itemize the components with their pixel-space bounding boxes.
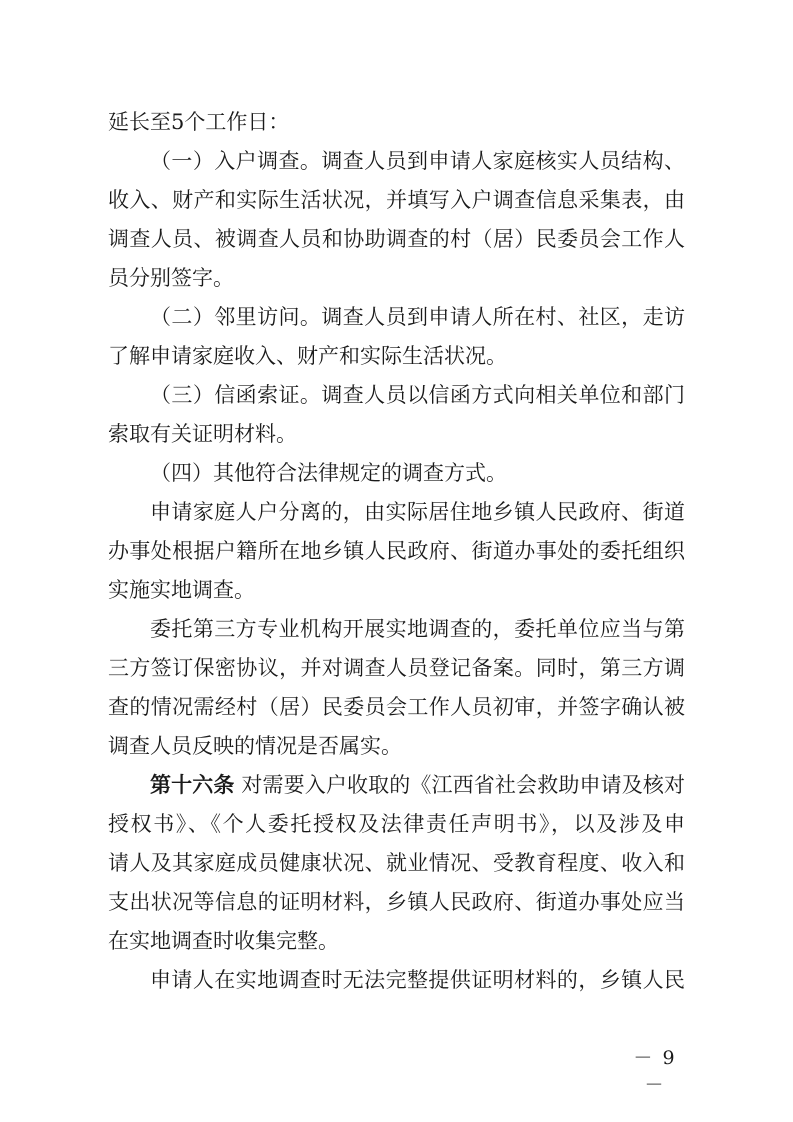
- text-line: [108, 493, 685, 532]
- text-line: [108, 259, 685, 298]
- line-text: 员分别签字。: [108, 266, 234, 290]
- line-text: 延长至5个工作日：: [108, 110, 290, 134]
- text-line: [108, 883, 685, 922]
- line-text: 三方签订保密协议，并对调查人员登记备案。同时，第三方调: [108, 656, 685, 680]
- line-text: 授权书》、《个人委托授权及法律责任声明书》，以及涉及申: [108, 812, 685, 836]
- text-line: [108, 220, 685, 259]
- line-text: （一）入户调查。调查人员到申请人家庭核实人员结构、: [150, 149, 685, 173]
- line-text: 请人及其家庭成员健康状况、就业情况、受教育程度、收入和: [108, 851, 685, 875]
- line-text: 了解申请家庭收入、财产和实际生活状况。: [108, 344, 507, 368]
- text-line: [108, 844, 685, 883]
- line-text: 委托第三方专业机构开展实地调查的，委托单位应当与第: [150, 617, 685, 641]
- document-body: [108, 103, 685, 1000]
- line-text: 在实地调查时收集完整。: [108, 929, 339, 953]
- line-text: 办事处根据户籍所在地乡镇人民政府、街道办事处的委托组织: [108, 539, 685, 563]
- line-text: （三）信函索证。调查人员以信函方式向相关单位和部门: [150, 383, 685, 407]
- line-text: 申请家庭人户分离的，由实际居住地乡镇人民政府、街道: [150, 500, 685, 524]
- text-line: [108, 298, 685, 337]
- line-text: 支出状况等信息的证明材料，乡镇人民政府、街道办事处应当: [108, 890, 685, 914]
- text-line: [108, 649, 685, 688]
- line-text: （二）邻里访问。调查人员到申请人所在村、社区，走访: [150, 305, 685, 329]
- text-line: [108, 766, 685, 805]
- text-line: [108, 805, 685, 844]
- text-line: [108, 727, 685, 766]
- text-line: [108, 376, 685, 415]
- text-line: [108, 181, 685, 220]
- line-text: 查的情况需经村（居）民委员会工作人员初审，并签字确认被: [108, 695, 685, 719]
- line-text: 对需要入户收取的《江西省社会救助申请及核对: [234, 773, 685, 797]
- line-text: 调查人员、被调查人员和协助调查的村（居）民委员会工作人: [108, 227, 685, 251]
- text-line: [108, 571, 685, 610]
- line-text: 实施实地调查。: [108, 578, 255, 602]
- line-text: 申请人在实地调查时无法完整提供证明材料的，乡镇人民: [150, 968, 685, 992]
- line-text: 收入、财产和实际生活状况，并填写入户调查信息采集表，由: [108, 188, 685, 212]
- text-line: [108, 415, 685, 454]
- text-line: [108, 142, 685, 181]
- article-heading: 第十六条: [150, 773, 235, 797]
- text-line: [108, 337, 685, 376]
- text-line: [108, 922, 685, 961]
- text-line: [108, 610, 685, 649]
- text-line: [108, 103, 685, 142]
- page-number: － 9 －: [633, 1047, 677, 1096]
- line-text: 调查人员反映的情况是否属实。: [108, 734, 402, 758]
- text-line: [108, 961, 685, 1000]
- line-text: 索取有关证明材料。: [108, 422, 297, 446]
- text-line: [108, 454, 685, 493]
- line-text: （四）其他符合法律规定的调查方式。: [150, 461, 507, 485]
- text-line: [108, 532, 685, 571]
- text-line: [108, 688, 685, 727]
